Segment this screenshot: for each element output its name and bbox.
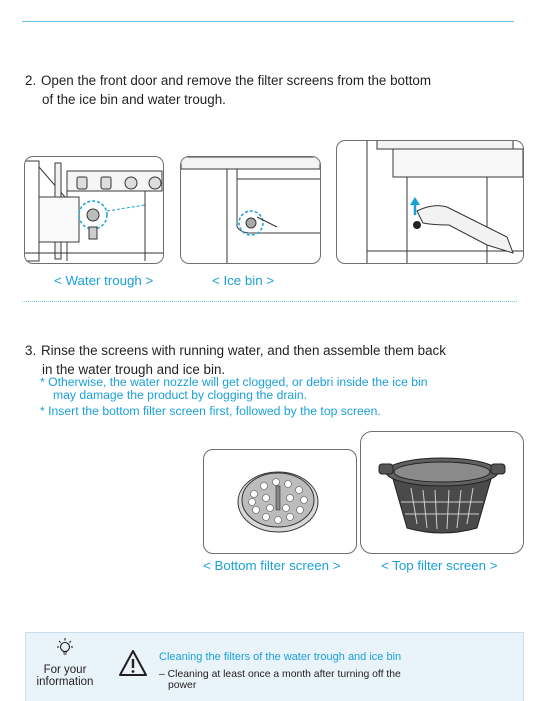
lightbulb-icon <box>54 637 76 659</box>
step-2-instruction <box>25 71 431 109</box>
step-2-number: 2. <box>25 73 37 88</box>
water-trough-caption: < Water trough > <box>54 273 154 288</box>
note-insert-order: * Insert the bottom filter screen first, followed by the top screen. <box>40 404 381 418</box>
warning-icon <box>118 649 148 682</box>
bottom-filter-caption: < Bottom filter screen > <box>203 558 341 573</box>
ice-bin-caption: < Ice bin > <box>212 273 275 288</box>
step-2-line-1: Open the front door and remove the filter screens from the bottom <box>41 73 432 88</box>
information-badge <box>30 637 100 688</box>
info-body-line-2: power <box>168 680 197 691</box>
info-label-line-1: For your <box>43 664 87 676</box>
top-filter-illustration <box>360 431 524 554</box>
info-body-line-1: – Cleaning at least once a month after turning off the <box>159 669 401 680</box>
step-3-line-1: Rinse the screens with running water, and then assemble them back <box>41 343 446 358</box>
info-title: Cleaning the filters of the water trough and ice bin <box>159 651 402 663</box>
note-clogging <box>40 376 428 402</box>
ice-bin-illustration <box>180 156 321 264</box>
info-body <box>159 669 401 691</box>
filter-removal-illustration <box>336 140 524 264</box>
top-rule <box>22 21 514 22</box>
step-3-notes <box>40 376 428 421</box>
section-divider <box>22 301 517 302</box>
step-3-number: 3. <box>25 343 37 358</box>
step-2-line-2: of the ice bin and water trough. <box>42 92 226 107</box>
note-clogging-line-2: may damage the product by clogging the drain. <box>53 388 308 402</box>
bottom-filter-illustration <box>203 449 357 554</box>
info-label-line-2: information <box>36 676 94 688</box>
step-3-instruction <box>25 341 446 379</box>
water-trough-illustration <box>24 156 164 264</box>
step-3-line-2: in the water trough and ice bin. <box>42 362 226 377</box>
top-filter-caption: < Top filter screen > <box>381 558 498 573</box>
information-box <box>25 632 524 701</box>
note-clogging-line-1: * Otherwise, the water nozzle will get clogged, or debri inside the ice bin <box>40 375 428 389</box>
